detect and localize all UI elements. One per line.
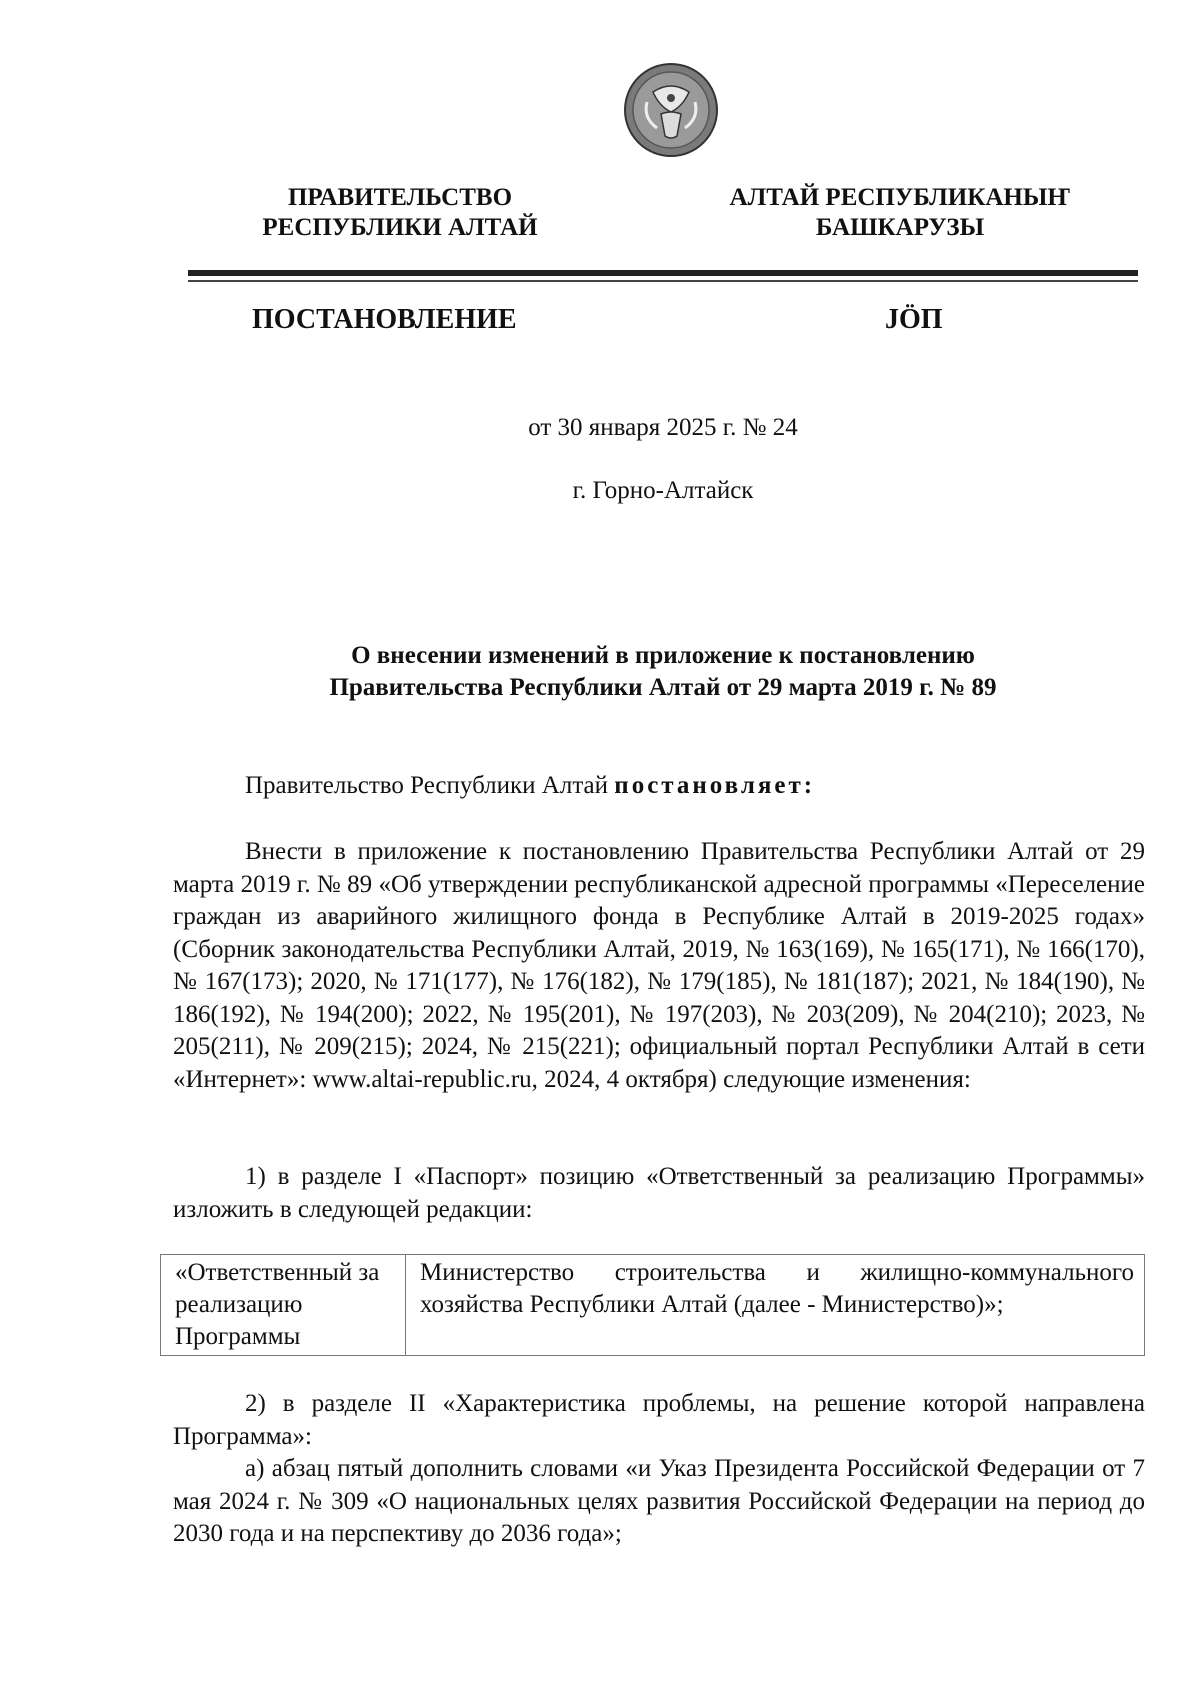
government-name-altai (720, 183, 1080, 243)
subject-line1: О внесении изменений в приложение к постановлению (351, 642, 975, 669)
government-name-alt-line2: БАШКАРУЗЫ (815, 214, 985, 241)
item-2a-paragraph: а) абзац пятый дополнить словами «и Указ Президента Российской Федерации от 7 мая 2024 г. № 309 «О национальных целях развития Российской Федерации на период до 2030 года и на перспективу до 2036 года»; (173, 1455, 1145, 1547)
decree-intro-paragraph (173, 770, 1145, 803)
document-date-number: от 30 января 2025 г. № 24 (528, 414, 798, 441)
header-divider-thick (188, 270, 1138, 276)
header-divider-thin (188, 280, 1138, 282)
document-city: г. Горно-Алтайск (572, 477, 754, 504)
main-paragraph: Внести в приложение к постановлению Правительства Республики Алтай от 29 марта 2019 г. № 89 «Об утверждении республиканской адресной программы «Переселение граждан из аварийного жилищного фонда в Республике Алтай в 2019-2025 годах» (Сборник законодательства Республики Алтай, 2019, № 163(169), № 165(171), № 166(170), № 167(173); 2020, № 171(177), № 176(182), № 179(185), № 181(187); 2021, № 184(190), № 186(192), № 194(200); 2022, № 195(201), № 197(203), № 203(209), № 204(210); 2023, № 205(211), № 209(215); 2024, № 215(221); официальный портал Республики Алтай в сети «Интернет»: www.altai-republic.ru, 2024, 4 октября) следующие изменения: (173, 838, 1145, 1093)
government-name-ru-line1: ПРАВИТЕЛЬСТВО (287, 184, 513, 211)
document-subject (188, 640, 1138, 704)
table-row (161, 1255, 1145, 1356)
doc-type-altai: JÖП (885, 304, 943, 335)
government-name-alt-line1: АЛТАЙ РЕСПУБЛИКАНЫҤ (729, 184, 1071, 211)
doc-type-russian: ПОСТАНОВЛЕНИЕ (252, 304, 517, 335)
responsible-table (160, 1254, 1145, 1356)
item-1-paragraph: 1) в разделе I «Паспорт» позицию «Ответственный за реализацию Программы» изложить в следующей редакции: (173, 1163, 1145, 1223)
decree-verb: постановляет: (614, 772, 816, 799)
table-cell-responsible-value: Министерство строительства и жилищно-коммунального хозяйства Республики Алтай (далее - Министерство)»; (406, 1255, 1145, 1356)
government-name-ru-line2: РЕСПУБЛИКИ АЛТАЙ (262, 214, 538, 241)
government-name-russian (230, 183, 570, 243)
table-cell-responsible-label: «Ответственный за реализацию Программы (161, 1255, 406, 1356)
coat-of-arms-emblem (623, 62, 719, 158)
subject-line2: Правительства Республики Алтай от 29 марта 2019 г. № 89 (329, 674, 997, 701)
item-2-paragraph: 2) в разделе II «Характеристика проблемы, на решение которой направлена Программа»: (173, 1390, 1145, 1450)
decree-intro-text: Правительство Республики Алтай (245, 772, 615, 799)
